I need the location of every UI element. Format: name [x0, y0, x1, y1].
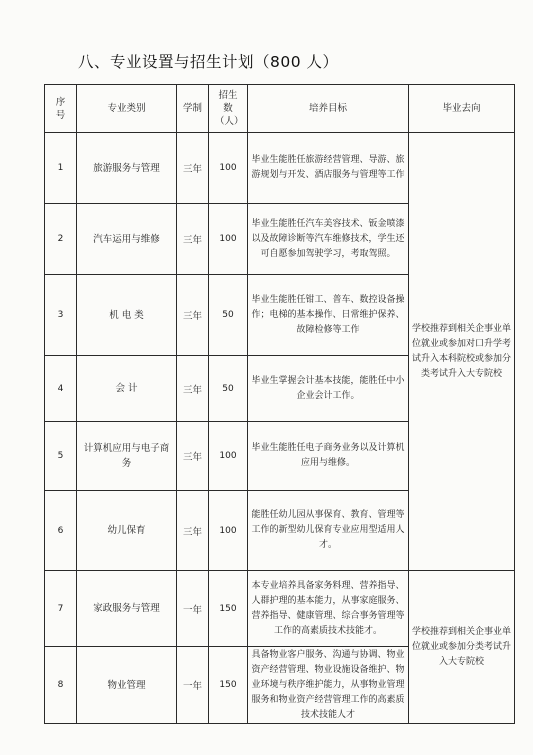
row-major: 汽车运用与维修 — [77, 204, 177, 275]
row-index: 1 — [45, 133, 77, 204]
header-index: 序号 — [45, 85, 77, 133]
row-major: 计算机应用与电子商务 — [77, 422, 177, 491]
row-goal: 毕业生能胜任钳工、普车、数控设备操作；电梯的基本操作、日常维护保养、故障检修等工作 — [248, 275, 409, 356]
row-duration: 三年 — [177, 204, 209, 275]
row-goal: 毕业生掌握会计基本技能，能胜任中小企业会计工作。 — [248, 356, 409, 422]
row-duration: 三年 — [177, 491, 209, 571]
enrollment-plan-table — [44, 84, 515, 724]
table-row — [45, 571, 515, 647]
row-goal: 毕业生能胜任电子商务业务以及计算机应用与维修。 — [248, 422, 409, 491]
row-duration: 三年 — [177, 275, 209, 356]
row-major: 会 计 — [77, 356, 177, 422]
destination-group-1: 学校推荐到相关企事业单位就业或参加对口升学考试升入本科院校或参加分类考试升入大专院校 — [409, 133, 515, 571]
header-major: 专业类别 — [77, 85, 177, 133]
row-index: 6 — [45, 491, 77, 571]
header-enrollment: 招生数（人） — [209, 85, 248, 133]
row-duration: 三年 — [177, 356, 209, 422]
row-major: 旅游服务与管理 — [77, 133, 177, 204]
row-index: 3 — [45, 275, 77, 356]
row-index: 4 — [45, 356, 77, 422]
row-major: 物业管理 — [77, 647, 177, 724]
header-row — [45, 85, 515, 133]
row-enrollment: 100 — [209, 422, 248, 491]
row-goal: 毕业生能胜任汽车美容技术、钣金喷漆以及故障诊断等汽车维修技术，学生还可自愿参加驾驶学习，考取驾照。 — [248, 204, 409, 275]
row-major: 家政服务与管理 — [77, 571, 177, 647]
row-enrollment: 100 — [209, 204, 248, 275]
row-duration: 三年 — [177, 133, 209, 204]
row-goal: 能胜任幼儿园从事保育、教育、管理等工作的新型幼儿保育专业应用型适用人才。 — [248, 491, 409, 571]
row-index: 8 — [45, 647, 77, 724]
row-enrollment: 100 — [209, 491, 248, 571]
row-major: 幼儿保育 — [77, 491, 177, 571]
row-duration: 三年 — [177, 422, 209, 491]
row-index: 7 — [45, 571, 77, 647]
row-major: 机 电 类 — [77, 275, 177, 356]
row-enrollment: 150 — [209, 571, 248, 647]
row-index: 5 — [45, 422, 77, 491]
destination-group-2: 学校推荐到相关企事业单位就业或参加分类考试升入大专院校 — [409, 571, 515, 724]
page-heading: 八、专业设置与招生计划（800 人） — [78, 53, 339, 71]
row-index: 2 — [45, 204, 77, 275]
row-goal: 具备物业客户服务、沟通与协调、物业资产经营管理、物业设施设备维护、物业环境与秩序维护能力，从事物业管理服务和物业资产经营管理工作的高素质技术技能人才 — [248, 647, 409, 724]
row-goal: 本专业培养具备家务料理、营养指导、人群护理的基本能力，从事家庭服务、营养指导、健康管理、综合事务管理等工作的高素质技术技能才。 — [248, 571, 409, 647]
row-duration: 一年 — [177, 647, 209, 724]
row-goal: 毕业生能胜任旅游经营管理、导游、旅游规划与开发、酒店服务与管理等工作 — [248, 133, 409, 204]
row-enrollment: 100 — [209, 133, 248, 204]
header-destination: 毕业去向 — [409, 85, 515, 133]
row-duration: 一年 — [177, 571, 209, 647]
table-row — [45, 133, 515, 204]
row-enrollment: 150 — [209, 647, 248, 724]
row-enrollment: 50 — [209, 275, 248, 356]
header-goal: 培养目标 — [248, 85, 409, 133]
header-duration: 学制 — [177, 85, 209, 133]
row-enrollment: 50 — [209, 356, 248, 422]
